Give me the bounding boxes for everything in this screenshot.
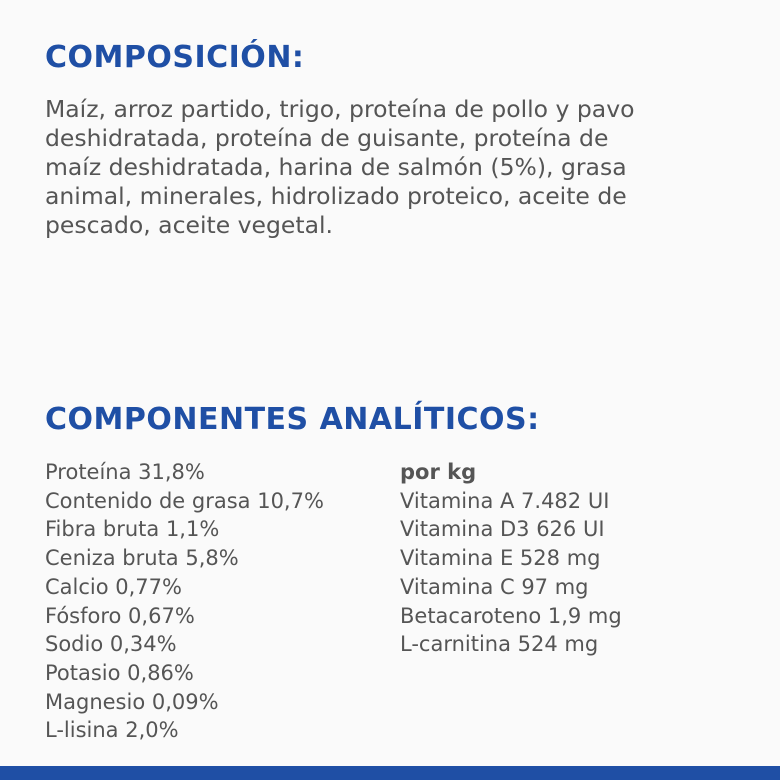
composition-line: animal, minerales, hidrolizado proteico, aceite de bbox=[45, 182, 627, 210]
analytic-list-right bbox=[400, 458, 622, 659]
analytic-item: Fósforo 0,67% bbox=[45, 603, 195, 628]
composition-line: maíz deshidratada, harina de salmón (5%), grasa bbox=[45, 153, 627, 181]
per-kg-subheading: por kg bbox=[400, 460, 477, 484]
analytic-item: Magnesio 0,09% bbox=[45, 689, 219, 714]
composition-line: pescado, aceite vegetal. bbox=[45, 211, 333, 239]
analytic-item: Calcio 0,77% bbox=[45, 574, 182, 599]
vitamin-item: Vitamina C 97 mg bbox=[400, 574, 589, 599]
analytic-item: Contenido de grasa 10,7% bbox=[45, 488, 324, 513]
analytic-item: Sodio 0,34% bbox=[45, 632, 177, 657]
analytic-item: Proteína 31,8% bbox=[45, 460, 205, 484]
vitamin-item: Betacaroteno 1,9 mg bbox=[400, 603, 622, 628]
composition-heading: COMPOSICIÓN: bbox=[45, 40, 305, 75]
vitamin-item: Vitamina A 7.482 UI bbox=[400, 488, 610, 513]
composition-line: deshidratada, proteína de guisante, proteína de bbox=[45, 124, 609, 152]
composition-text bbox=[45, 95, 745, 240]
analytic-item: Ceniza bruta 5,8% bbox=[45, 546, 239, 571]
analytic-item: Fibra bruta 1,1% bbox=[45, 517, 220, 542]
analytic-components-heading: COMPONENTES ANALÍTICOS: bbox=[45, 402, 540, 437]
analytic-item: L-lisina 2,0% bbox=[45, 718, 179, 743]
analytic-item: Potasio 0,86% bbox=[45, 660, 194, 685]
vitamin-item: Vitamina D3 626 UI bbox=[400, 517, 605, 542]
bottom-accent-bar bbox=[0, 766, 780, 780]
analytic-list-left bbox=[45, 458, 324, 745]
vitamin-item: L-carnitina 524 mg bbox=[400, 632, 599, 657]
vitamin-item: Vitamina E 528 mg bbox=[400, 546, 601, 571]
composition-line: Maíz, arroz partido, trigo, proteína de pollo y pavo bbox=[45, 95, 635, 123]
